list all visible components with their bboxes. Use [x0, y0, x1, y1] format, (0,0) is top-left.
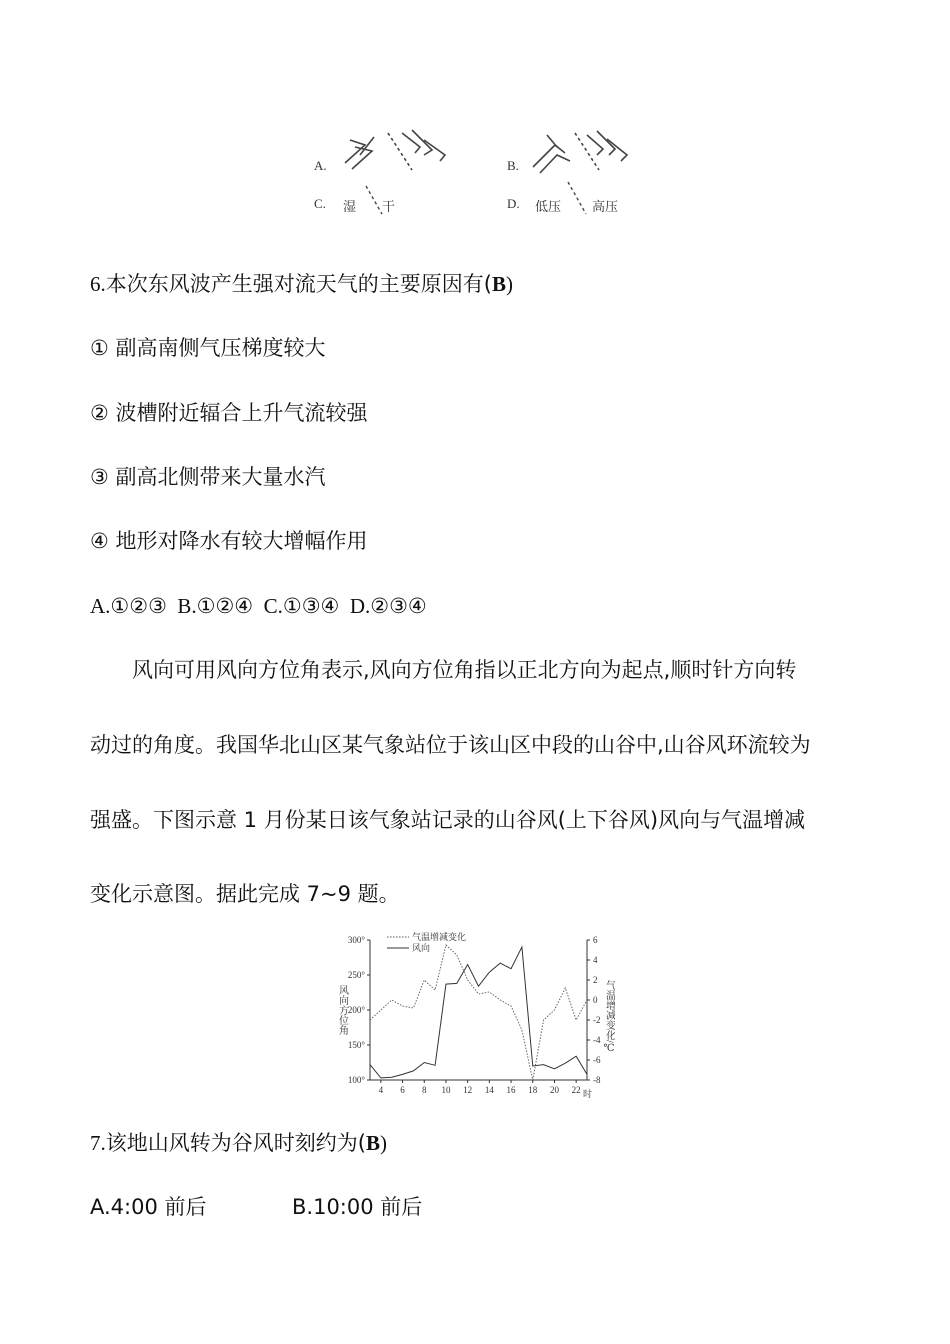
legend-temp-label: 气温增减变化 — [412, 932, 467, 942]
option-a-sketch — [340, 125, 460, 180]
x-tick-label: 8 — [422, 1085, 427, 1095]
q6-item-1: ① 副高南侧气压梯度较大 — [90, 336, 326, 360]
chart-legend — [387, 931, 466, 953]
y-left-tick-label: 150° — [347, 1040, 365, 1050]
question-6-text: 本次东风波产生强对流天气的主要原因有( — [105, 272, 492, 296]
option-c-left-text: 湿 — [343, 200, 357, 215]
x-axis-unit-label: 时 — [583, 1089, 593, 1099]
option-figure — [300, 120, 660, 220]
option-d-right-text: 高压 — [592, 200, 619, 215]
temperature-change-line — [370, 945, 587, 1080]
x-tick-label: 14 — [484, 1085, 494, 1095]
y-left-tick-label: 250° — [347, 970, 365, 980]
question-7 — [90, 1129, 387, 1157]
question-6-close: ) — [505, 272, 513, 296]
y-left-tick-label: 100° — [347, 1075, 365, 1085]
q7-choice-a: A.4:00 前后 — [90, 1195, 207, 1219]
question-7-close: ) — [379, 1131, 387, 1155]
q6-item-3: ③ 副高北侧带来大量水汽 — [90, 465, 326, 489]
x-tick-label: 20 — [549, 1085, 559, 1095]
q6-item-2: ② 波槽附近辐合上升气流较强 — [90, 401, 368, 425]
legend-wind-label: 风向 — [412, 943, 431, 953]
x-tick-label: 12 — [463, 1085, 473, 1095]
option-d-label: D. — [507, 196, 520, 211]
x-tick-label: 18 — [528, 1085, 538, 1095]
y-right-tick-label: -2 — [593, 1015, 601, 1025]
y-right-tick-label: 0 — [593, 995, 598, 1005]
option-c-label: C. — [314, 196, 326, 211]
question-7-text: 该地山风转为谷风时刻约为( — [105, 1131, 366, 1155]
passage-line-3: 强盛。下图示意 1 月份某日该气象站记录的山谷风(上下谷风)风向与气温增减 — [90, 808, 806, 832]
question-7-answer: B — [365, 1131, 380, 1155]
q6-choices: A.①②③ B.①②④ C.①③④ D.②③④ — [90, 594, 427, 618]
x-tick-label: 22 — [571, 1085, 581, 1095]
question-7-number: 7. — [90, 1131, 106, 1155]
x-tick-label: 16 — [506, 1085, 516, 1095]
y-left-tick-label: 200° — [347, 1005, 365, 1015]
q6-item-4: ④ 地形对降水有较大增幅作用 — [90, 529, 368, 553]
x-tick-label: 10 — [441, 1085, 451, 1095]
x-tick-label: 4 — [378, 1085, 384, 1095]
option-d-left-text: 低压 — [535, 200, 562, 215]
question-6-answer: B — [491, 272, 506, 296]
wind-temperature-chart — [325, 925, 615, 1105]
y-left-tick-label: 300° — [347, 935, 365, 945]
passage-line-4: 变化示意图。据此完成 7~9 题。 — [90, 882, 400, 906]
y-right-tick-label: 2 — [593, 975, 598, 985]
option-c-right-text: 干 — [382, 200, 396, 215]
y-left-axis-label: 风向方位角 — [336, 985, 348, 1035]
option-b-sketch — [525, 125, 645, 180]
wind-direction-line — [370, 947, 587, 1078]
x-tick-label: 6 — [400, 1085, 405, 1095]
y-right-tick-label: -8 — [593, 1075, 601, 1085]
y-right-axis-label: 气温增减变化/℃ — [603, 980, 615, 1054]
y-right-tick-label: 6 — [593, 935, 598, 945]
question-6 — [90, 270, 513, 298]
q7-choice-b: B.10:00 前后 — [292, 1195, 423, 1219]
y-right-tick-label: 4 — [593, 955, 598, 965]
y-right-tick-label: -4 — [593, 1035, 601, 1045]
passage-line-1: 风向可用风向方位角表示,风向方位角指以正北方向为起点,顺时针方向转 — [132, 658, 797, 682]
option-b-label: B. — [507, 158, 519, 173]
passage-line-2: 动过的角度。我国华北山区某气象站位于该山区中段的山谷中,山谷风环流较为 — [90, 733, 811, 757]
y-right-tick-label: -6 — [593, 1055, 601, 1065]
option-d-divider — [566, 180, 590, 216]
option-a-label: A. — [314, 158, 327, 173]
question-6-number: 6. — [90, 272, 106, 296]
